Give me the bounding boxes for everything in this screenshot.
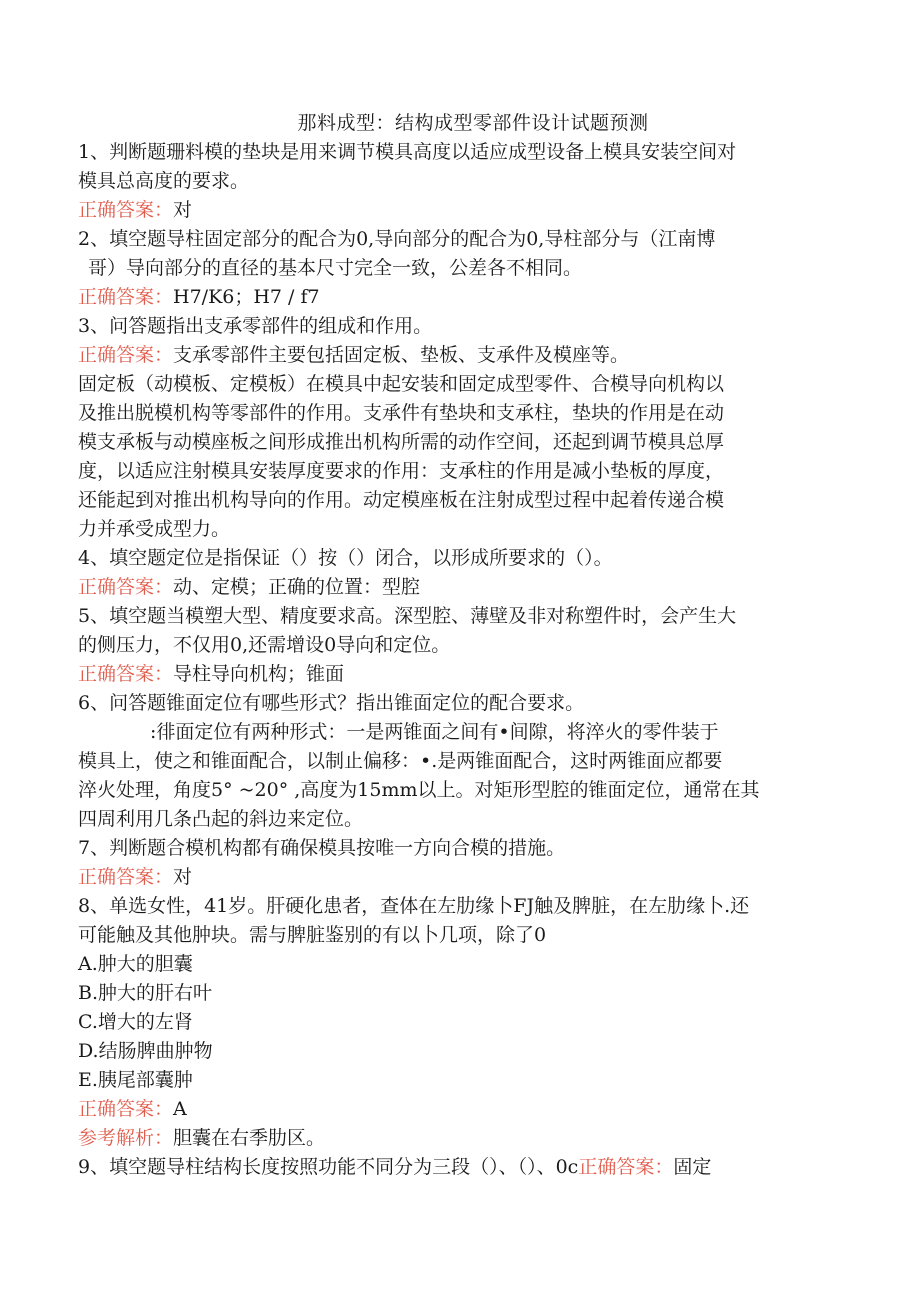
answer-value: H7/K6；H7 / f7 — [173, 286, 320, 308]
answer-value: 支承零部件主要包括固定板、垫板、支承件及模座等。 — [173, 344, 630, 366]
question-text: 5、填空题当模塑大型、精度要求高。深型腔、薄壁及非对称塑件时，会产生大 — [78, 605, 737, 627]
explanation-text: 模支承板与动模座板之间形成推出机构所需的动作空间，还起到调节模具总厚 — [78, 431, 725, 453]
answer-value: 动、定模；正确的位置：型腔 — [173, 576, 421, 598]
answer-label: 正确答案： — [78, 199, 174, 221]
question-6 — [78, 689, 838, 834]
answer-line — [78, 341, 838, 370]
explanation-text: :徘面定位有两种形式：一是两锥面之间有•间隙，将淬火的零件装于 — [150, 721, 719, 743]
option-c: C.增大的左肾 — [78, 1011, 193, 1033]
analysis-line — [78, 1124, 838, 1153]
explanation-text: 固定板（动模板、定模板）在模具中起安装和固定成型零件、合模导向机构以 — [78, 373, 725, 395]
question-text: 3、问答题指出支承零部件的组成和作用。 — [78, 315, 433, 337]
explanation-text: 淬火处理，角度5° ~20° ,高度为15mm以上。对矩形型腔的锥面定位，通常在其 — [78, 779, 760, 801]
question-text: 模具总高度的要求。 — [78, 170, 250, 192]
answer-line — [78, 863, 838, 892]
question-3 — [78, 312, 838, 544]
answer-value: 对 — [173, 199, 193, 221]
document-title: 那料成型：结构成型零部件设计试题预测 — [297, 112, 649, 134]
question-text: 的侧压力，不仅用0,还需增设0导向和定位。 — [78, 634, 451, 656]
question-7 — [78, 834, 838, 892]
answer-value: 对 — [173, 866, 193, 888]
question-text: 6、问答题锥面定位有哪些形式？指出锥面定位的配合要求。 — [78, 692, 585, 714]
question-5 — [78, 602, 838, 689]
question-text: 8、单选女性，41岁。肝硬化患者，查体在左肋缘卜FJ触及脾脏，在左肋缘卜.还 — [78, 895, 750, 917]
answer-value: 导柱导向机构；锥面 — [173, 663, 345, 685]
answer-line — [78, 196, 838, 225]
answer-label: 正确答案： — [78, 866, 174, 888]
question-text — [78, 1153, 838, 1182]
explanation-text: 度，以适应注射模具安装厚度要求的作用：支承柱的作用是减小垫板的厚度， — [78, 460, 725, 482]
answer-line — [78, 660, 838, 689]
analysis-label: 参考解析： — [78, 1127, 174, 1149]
document-page — [78, 108, 838, 1182]
answer-label: 正确答案： — [78, 286, 174, 308]
answer-label: 正确答案： — [78, 344, 174, 366]
question-2 — [78, 225, 838, 312]
answer-label: 正确答案： — [78, 663, 174, 685]
option-a: A.肿大的胆囊 — [78, 953, 193, 975]
option-d: D.结肠脾曲肿物 — [78, 1040, 213, 1062]
question-text-inline: 9、填空题导柱结构长度按照功能不同分为三段（）、（）、0c — [78, 1156, 579, 1178]
answer-label: 正确答案： — [78, 576, 174, 598]
question-text: 1、判断题珊料模的垫块是用来调节模具高度以适应成型设备上模具安装空间对 — [78, 141, 737, 163]
option-b: B.肿大的肝右叶 — [78, 982, 213, 1004]
explanation-text: 及推出脱模机构等零部件的作用。支承件有垫块和支承柱，垫块的作用是在动 — [78, 402, 725, 424]
question-text: 2、填空题导柱固定部分的配合为0,导向部分的配合为0,导柱部分与（江南博 — [78, 228, 716, 250]
question-1 — [78, 138, 838, 225]
question-9 — [78, 1153, 838, 1182]
option-e: E.胰尾部囊肿 — [78, 1069, 193, 1091]
explanation-text: 四周利用几条凸起的斜边来定位。 — [78, 808, 364, 830]
question-8 — [78, 892, 838, 1153]
answer-label: 正确答案： — [578, 1156, 674, 1178]
answer-value: A — [173, 1098, 187, 1120]
answer-line — [78, 573, 838, 602]
analysis-value: 胆囊在右季肋区。 — [173, 1127, 326, 1149]
question-text: 7、判断题合模机构都有确保模具按唯一方向合模的措施。 — [78, 837, 566, 859]
explanation-text: 模具上，使之和锥面配合，以制止偏移：•.是两锥面配合，这时两锥面应都要 — [78, 750, 723, 772]
answer-label: 正确答案： — [78, 1098, 174, 1120]
answer-value: 固定 — [673, 1156, 712, 1178]
question-text: 4、填空题定位是指保证（）按（）闭合，以形成所要求的（）。 — [78, 547, 613, 569]
answer-line — [78, 1095, 838, 1124]
question-text: 哥）导向部分的直径的基本尺寸完全一致，公差各不相同。 — [88, 257, 583, 279]
explanation-text: 还能起到对推出机构导向的作用。动定模座板在注射成型过程中起着传递合模 — [78, 489, 725, 511]
answer-line — [78, 283, 838, 312]
question-4 — [78, 544, 838, 602]
question-text: 可能触及其他肿块。需与脾脏鉴别的有以卜几项，除了0 — [78, 924, 547, 946]
explanation-text: 力并承受成型力。 — [78, 518, 231, 540]
